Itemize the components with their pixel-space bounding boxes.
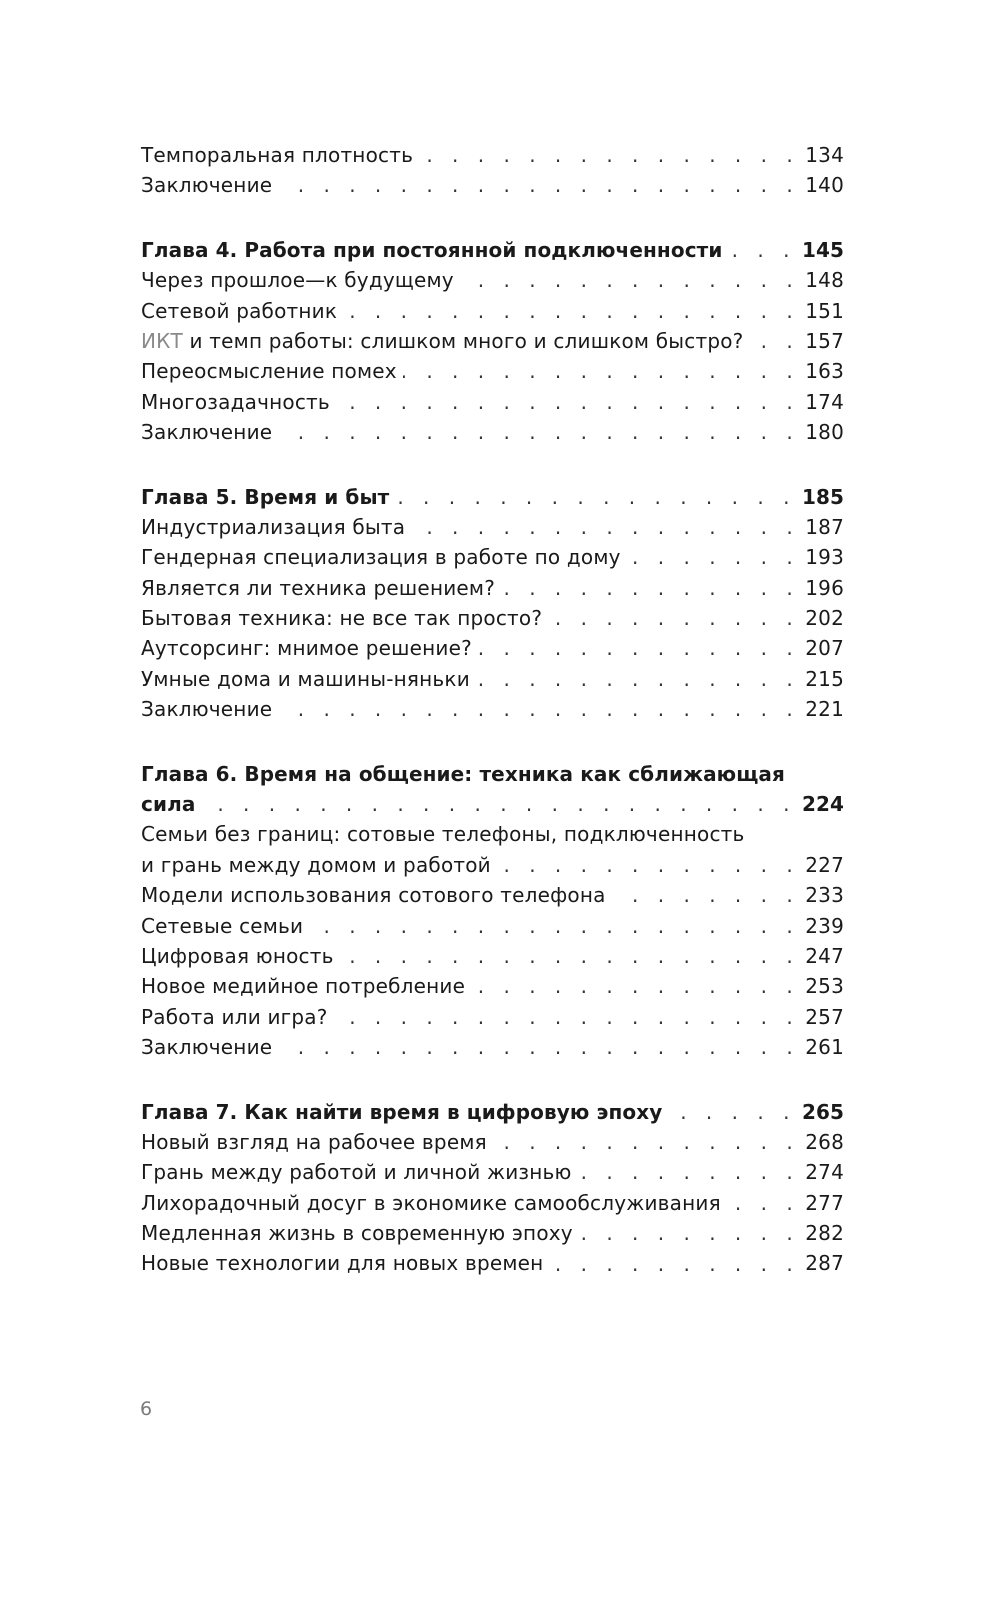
dot-leader — [578, 1157, 800, 1187]
toc-entry-page: 233 — [805, 883, 844, 908]
dot-leader — [501, 573, 799, 603]
chapter-page: 145 — [801, 237, 844, 262]
dot-leader — [548, 603, 799, 633]
toc-entry — [141, 911, 844, 941]
dot-leader — [549, 1249, 799, 1279]
dot-leader — [493, 1127, 799, 1157]
toc-entry-page: 257 — [805, 1004, 844, 1029]
toc-entry — [141, 1032, 844, 1062]
toc-entry-page: 227 — [805, 852, 844, 877]
toc-entry — [141, 1157, 844, 1187]
chapter-page: 185 — [801, 484, 844, 509]
toc-entry-title: Индустриализация быта — [141, 512, 411, 542]
toc-entry — [141, 880, 844, 910]
chapter-5-heading — [141, 482, 844, 512]
toc-entry-title: Умные дома и машины-няньки — [141, 664, 476, 694]
toc-entry-page: 247 — [805, 943, 844, 968]
toc-entry — [141, 265, 844, 295]
dot-leader — [460, 265, 799, 295]
toc-entry-title: Сетевые семьи — [141, 911, 309, 941]
toc-entry-page: 140 — [805, 173, 844, 198]
toc-entry-page: 239 — [805, 913, 844, 938]
toc-entry — [141, 417, 844, 447]
dot-leader — [668, 1097, 796, 1127]
chapter-title: сила — [141, 789, 201, 819]
toc-entry — [141, 1002, 844, 1032]
toc-entry — [141, 941, 844, 971]
dot-leader — [340, 941, 800, 971]
toc-entry — [141, 603, 844, 633]
chapter-title: Глава 7. Как найти время в цифровую эпоху — [141, 1097, 668, 1127]
toc-entry — [141, 664, 844, 694]
toc-entry-page: 268 — [805, 1129, 844, 1154]
toc-entry — [141, 1188, 844, 1218]
toc-entry-page: 287 — [805, 1251, 844, 1276]
dot-leader — [411, 512, 799, 542]
toc-entry-title: Цифровая юность — [141, 941, 340, 971]
toc-entry — [141, 387, 844, 417]
toc-entry-title: Заключение — [141, 694, 278, 724]
toc-entry-page: 202 — [805, 606, 844, 631]
toc-entry-page: 180 — [805, 420, 844, 445]
toc-entry-page: 157 — [805, 328, 844, 353]
toc-entry — [141, 356, 844, 386]
dot-leader — [612, 880, 800, 910]
toc-entry-title: Сетевой работник — [141, 296, 343, 326]
chapter-7-heading — [141, 1097, 844, 1127]
toc-entry — [141, 1218, 844, 1248]
toc-entry-title: Работа или игра? — [141, 1002, 334, 1032]
toc-entry-title: Заключение — [141, 170, 278, 200]
toc-entry — [141, 633, 844, 663]
chapter-title: Глава 5. Время и быт — [141, 482, 395, 512]
toc-entry-title: Многозадачность — [141, 387, 336, 417]
toc-entry-title-rest: и темп работы: слишком много и слишком быстро? — [182, 328, 744, 353]
toc-entry-title: Переосмысление помех — [141, 356, 403, 386]
dot-leader — [471, 971, 799, 1001]
toc-entry — [141, 694, 844, 724]
toc-entry-title: Бытовая техника: не все так просто? — [141, 603, 548, 633]
toc-entry — [141, 971, 844, 1001]
dot-leader — [278, 417, 799, 447]
toc-entry-title: Аутсорсинг: мнимое решение? — [141, 633, 478, 663]
dot-leader — [728, 235, 795, 265]
toc-entry-page: 148 — [805, 268, 844, 293]
toc-entry-title: Заключение — [141, 417, 278, 447]
toc-entry — [141, 326, 844, 356]
chapter-title: Глава 4. Работа при постоянной подключенности — [141, 235, 728, 265]
toc-entry-title: Грань между работой и личной жизнью — [141, 1157, 578, 1187]
chapter-4-heading — [141, 235, 844, 265]
dot-leader — [478, 633, 799, 663]
dot-leader — [727, 1188, 799, 1218]
toc-entry-title: Заключение — [141, 1032, 278, 1062]
chapter-6-heading-line1: Глава 6. Время на общение: техника как сближающая — [141, 761, 785, 786]
dot-leader — [497, 850, 799, 880]
dot-leader — [750, 326, 800, 356]
toc-entry-page: 277 — [805, 1190, 844, 1215]
dot-leader — [476, 664, 799, 694]
dot-leader — [336, 387, 799, 417]
toc-entry-page: 207 — [805, 636, 844, 661]
toc-entry — [141, 170, 844, 200]
toc-entry-title: Гендерная специализация в работе по дому — [141, 542, 627, 572]
toc-entry-page: 151 — [805, 298, 844, 323]
toc-entry-page: 134 — [805, 142, 844, 167]
toc-entry-page: 174 — [805, 389, 844, 414]
toc-entry — [141, 512, 844, 542]
toc-entry-title: Новый взгляд на рабочее время — [141, 1127, 493, 1157]
toc-entry-title: Темпоральная плотность — [141, 140, 419, 170]
toc-entry-title — [141, 326, 750, 356]
toc-entry — [141, 542, 844, 572]
toc-entry-page: 253 — [805, 974, 844, 999]
chapter-page: 224 — [801, 792, 844, 817]
dot-leader — [278, 1032, 799, 1062]
table-of-contents — [141, 140, 844, 1279]
toc-entry-title: Лихорадочный досуг в экономике самообслуживания — [141, 1188, 727, 1218]
page-number: 6 — [140, 1398, 153, 1420]
dot-leader — [343, 296, 799, 326]
toc-entry-page: 282 — [805, 1221, 844, 1246]
dot-leader — [309, 911, 799, 941]
toc-entry-title: Через прошлое—к будущему — [141, 265, 460, 295]
toc-entry — [141, 296, 844, 326]
chapter-6-heading — [141, 789, 844, 819]
toc-entry-title: и грань между домом и работой — [141, 850, 497, 880]
dot-leader — [278, 694, 799, 724]
toc-entry — [141, 1249, 844, 1279]
toc-entry — [141, 850, 844, 880]
dot-leader — [395, 482, 796, 512]
toc-entry-page: 221 — [805, 697, 844, 722]
chapter-page: 265 — [801, 1099, 844, 1124]
toc-entry — [141, 573, 844, 603]
toc-entry-title: Новые технологии для новых времен — [141, 1248, 549, 1278]
toc-entry-title-line1: Семьи без границ: сотовые телефоны, подключенность — [141, 822, 745, 847]
toc-entry-page: 163 — [805, 359, 844, 384]
toc-entry-page: 261 — [805, 1035, 844, 1060]
dot-leader — [419, 140, 799, 170]
toc-entry-page: 215 — [805, 666, 844, 691]
dot-leader — [334, 1002, 800, 1032]
toc-entry — [141, 1127, 844, 1157]
toc-entry-page: 274 — [805, 1160, 844, 1185]
toc-entry — [141, 140, 844, 170]
dot-leader — [627, 542, 800, 572]
dot-leader — [403, 356, 799, 386]
abbreviation: ИКТ — [141, 328, 183, 353]
toc-entry-title: Модели использования сотового телефона — [141, 880, 612, 910]
toc-entry-title: Медленная жизнь в современную эпоху — [141, 1218, 579, 1248]
dot-leader — [278, 170, 799, 200]
toc-entry-page: 193 — [805, 545, 844, 570]
toc-entry-title: Является ли техника решением? — [141, 573, 501, 603]
toc-entry-page: 187 — [805, 514, 844, 539]
toc-entry-title: Новое медийное потребление — [141, 971, 471, 1001]
toc-entry-page: 196 — [805, 575, 844, 600]
dot-leader — [201, 789, 796, 819]
dot-leader — [579, 1218, 799, 1248]
